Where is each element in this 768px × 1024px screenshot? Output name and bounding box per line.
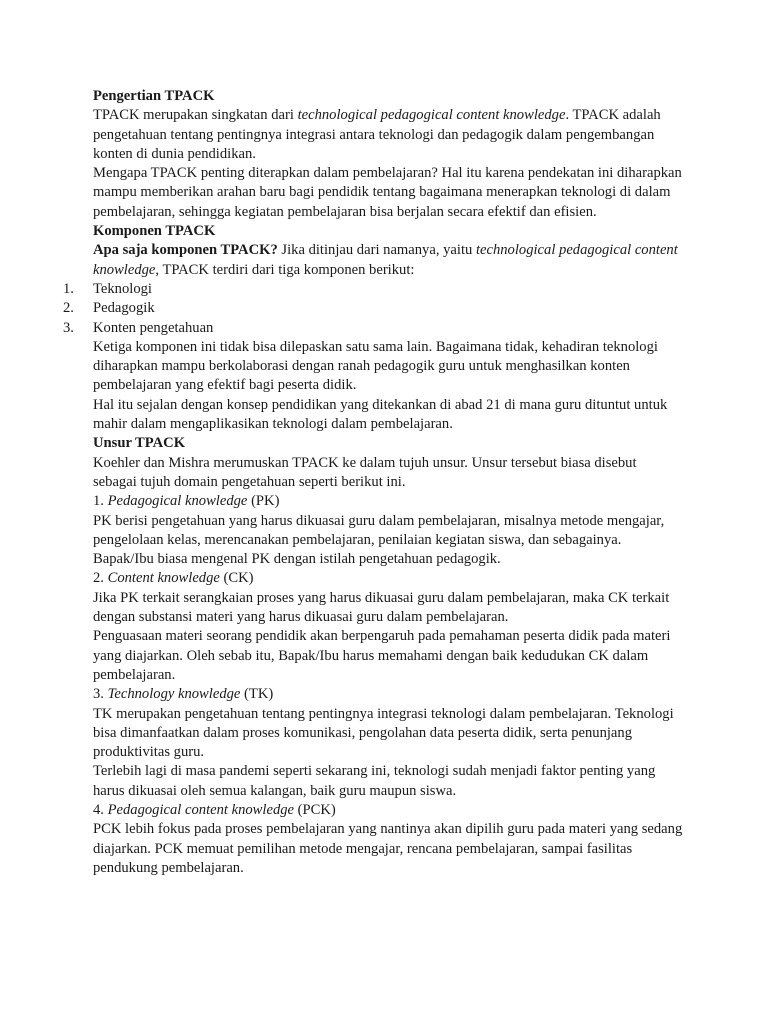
text-span: , TPACK terdiri dari tiga komponen berikut: [155, 261, 415, 278]
paragraph-tk-1: TK merupakan pengetahuan tentang pentingnya integrasi teknologi dalam pembelajaran. Teknologi bisa dimanfaatkan dalam proses komunikasi, pengolahan data peserta didik, serta penunjang produktivitas guru. [93, 705, 674, 761]
subheading-tk [93, 685, 683, 704]
text-span: . TPACK adalah pengetahuan tentang pentingnya integrasi antara teknologi dan pedagogik dalam pengembangan konten di dunia pendidikan. [93, 107, 661, 162]
item-number: 1. [93, 493, 108, 510]
item-number: 2. [93, 570, 108, 587]
paragraph-tk-2: Terlebih lagi di masa pandemi seperti sekarang ini, teknologi sudah menjadi faktor penting yang harus dikuasai oleh semua kalangan, baik guru maupun siswa. [93, 763, 656, 799]
italic-term: Pedagogical knowledge [107, 493, 248, 510]
abbreviation: (PCK) [294, 801, 336, 818]
italic-term: technological pedagogical content knowledge [297, 107, 566, 124]
paragraph-ck-2: Penguasaan materi seorang pendidik akan berpengaruh pada pemahaman peserta didik pada materi yang diajarkan. Oleh sebab itu, Bapak/Ibu harus memahami dengan baik kedudukan CK dalam pembelajaran. [93, 628, 671, 683]
abbreviation: (PK) [247, 493, 280, 510]
italic-term: Pedagogical content knowledge [107, 801, 295, 818]
heading-komponen: Komponen TPACK [93, 223, 216, 240]
abbreviation: (CK) [219, 570, 254, 587]
list-item [63, 299, 683, 318]
heading-pengertian: Pengertian TPACK [93, 88, 215, 104]
paragraph-components-intro [93, 241, 683, 280]
heading-unsur: Unsur TPACK [93, 435, 186, 452]
paragraph-21st-century: Hal itu sejalan dengan konsep pendidikan yang ditekankan di abad 21 di mana guru dituntut untuk mahir dalam mengaplikasikan teknologi dalam pembelajaran. [93, 396, 668, 433]
list-text: Teknologi [93, 280, 152, 297]
italic-term: Content knowledge [107, 570, 220, 587]
italic-term: Technology knowledge [107, 686, 241, 703]
paragraph-pk: PK berisi pengetahuan yang harus dikuasai guru dalam pembelajaran, misalnya metode mengajar, pengelolaan kelas, merencanakan pembelajaran, penilaian kegiatan siswa, dan sebagainya. Bapak/Ibu biasa mengenal PK dengan istilah pengetahuan pedagogik. [93, 512, 665, 568]
subheading-pk [93, 492, 683, 511]
paragraph-why: Mengapa TPACK penting diterapkan dalam pembelajaran? Hal itu karena pendekatan ini diharapkan mampu memberikan arahan baru bagi pendidik tentang bagaimana menerapkan teknologi di dalam pembelajaran, sehingga kegiatan pembelajaran bisa berjalan secara efektif dan efisien. [93, 165, 682, 220]
component-list [63, 280, 683, 338]
list-number: 1. [63, 280, 74, 297]
document-body [63, 87, 683, 878]
item-number: 3. [93, 686, 108, 703]
text-span: Jika ditinjau dari namanya, yaitu [277, 242, 476, 259]
bold-question: Apa saja komponen TPACK? [93, 242, 278, 259]
paragraph-components-detail: Ketiga komponen ini tidak bisa dilepaskan satu sama lain. Bagaimana tidak, kehadiran teknologi diharapkan mampu berkolaborasi dengan ranah pedagogik guru untuk menghasilkan konten pembelajaran yang efektif bagi peserta didik. [93, 338, 658, 394]
subheading-pck [93, 801, 683, 820]
list-item [63, 319, 683, 338]
paragraph-pck: PCK lebih fokus pada proses pembelajaran yang nantinya akan dipilih guru pada materi yang sedang diajarkan. PCK memuat pemilihan metode mengajar, rencana pembelajaran, sampai fasilitas pendukung pembelajaran. [93, 821, 683, 876]
text-span: TPACK merupakan singkatan dari [93, 107, 298, 124]
list-number: 3. [63, 319, 74, 336]
paragraph-definition [93, 106, 683, 164]
list-text: Pedagogik [93, 300, 155, 317]
paragraph-ck-1: Jika PK terkait serangkaian proses yang harus dikuasai guru dalam pembelajaran, maka CK terkait dengan substansi materi yang harus dikuasai guru dalam pembelajaran. [93, 589, 670, 626]
item-number: 4. [93, 801, 108, 818]
paragraph-unsur-intro: Koehler dan Mishra merumuskan TPACK ke dalam tujuh unsur. Unsur tersebut biasa disebut sebagai tujuh domain pengetahuan seperti berikut ini. [93, 454, 637, 490]
list-item [63, 280, 683, 299]
abbreviation: (TK) [240, 686, 274, 703]
subheading-ck [93, 569, 683, 588]
italic-term: technological pedagogical content knowledge [93, 242, 678, 278]
list-number: 2. [63, 300, 74, 317]
list-text: Konten pengetahuan [93, 319, 214, 336]
